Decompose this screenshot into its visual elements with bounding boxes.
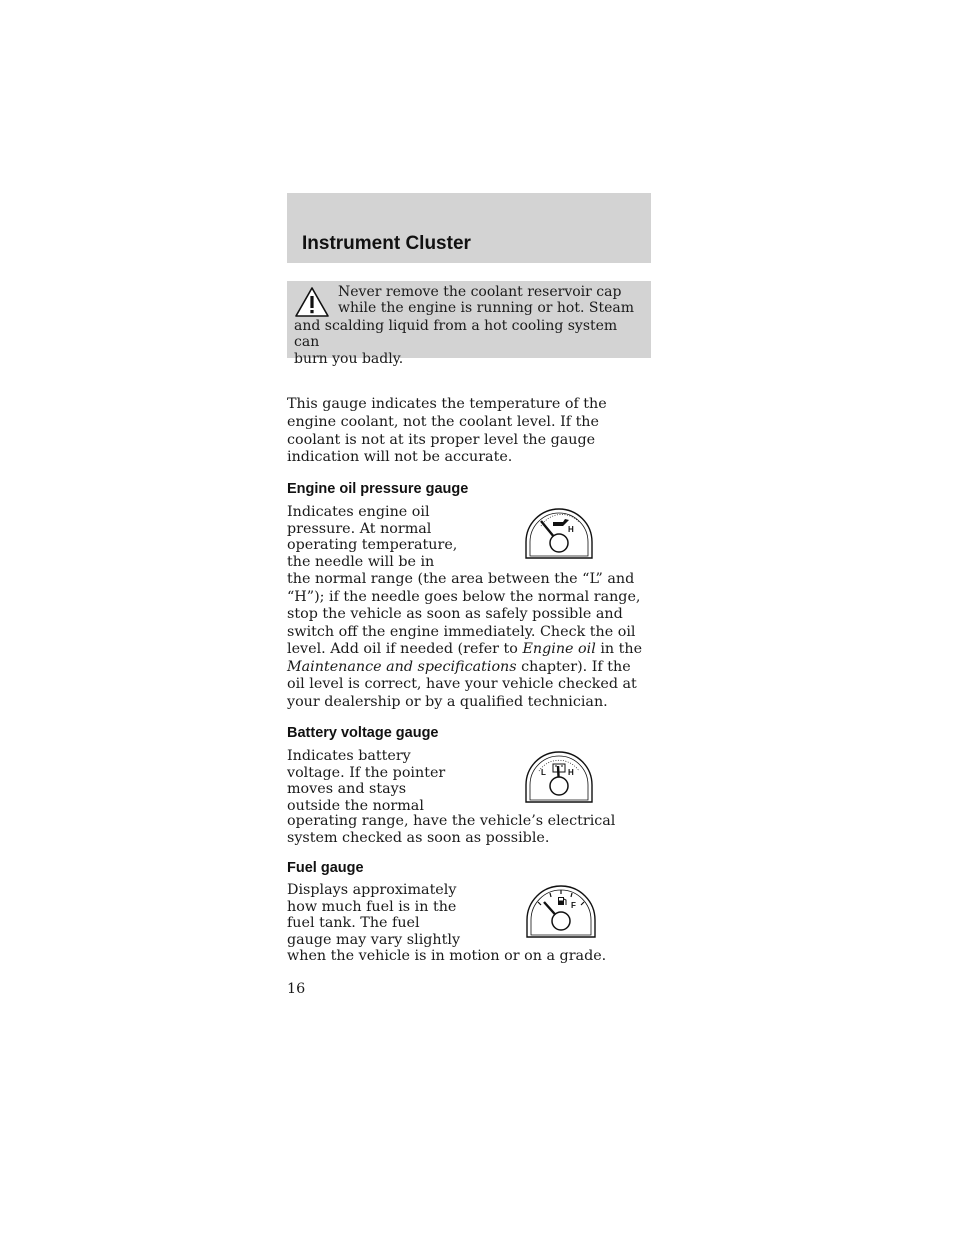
oil-ref-engine-oil: Engine oil (522, 641, 596, 657)
oil-text-b: in the (595, 641, 643, 657)
page-number: 16 (287, 981, 306, 997)
oil-wrap-line-3: operating temperature, (287, 537, 458, 553)
chapter-title: Instrument Cluster (302, 233, 471, 254)
oil-ref-maintenance: Maintenance and specifications (287, 658, 517, 675)
oil-gauge-heading: Engine oil pressure gauge (287, 481, 469, 497)
battery-wrap-text (287, 748, 462, 814)
battery-wrap-line-3: moves and stays (287, 781, 407, 797)
battery-gauge-high-label: H (568, 768, 574, 777)
oil-text-c: chapter). If the oil level is correct, have your vehicle checked at your dealership or by a qualified technician. (287, 658, 637, 710)
warning-line-1: Never remove the coolant reservoir cap (338, 284, 622, 300)
oil-wrap-line-1: Indicates engine oil (287, 504, 430, 520)
fuel-wrap-line-3: fuel tank. The fuel (287, 915, 420, 931)
fuel-wrap-line-2: how much fuel is in the (287, 898, 457, 915)
fuel-gauge-icon (524, 884, 598, 939)
fuel-wrap-line-4: gauge may vary slightly (287, 931, 461, 948)
battery-wrap-line-2: voltage. If the pointer (287, 764, 446, 781)
fuel-body-paragraph: when the vehicle is in motion or on a grade. (287, 948, 607, 964)
oil-wrap-text (287, 504, 462, 570)
fuel-gauge-full-label: F (571, 901, 576, 910)
oil-gauge-high-label: H (568, 525, 574, 534)
oil-body-paragraph (287, 571, 651, 711)
oil-text-a: the normal range (the area between the “L” and “H”); if the needle goes below the normal range, stop the vehicle as soon as safely possible and switch off the engine immediately. Check the oil level. Add oil if needed (refer to (287, 571, 641, 657)
oil-wrap-line-4: the needle will be in (287, 553, 435, 570)
warning-box (287, 281, 651, 367)
battery-voltage-gauge-icon (523, 749, 595, 804)
warning-line-4: burn you badly. (294, 350, 404, 367)
warning-triangle-icon (294, 286, 330, 318)
fuel-wrap-text (287, 882, 462, 948)
fuel-wrap-line-1: Displays approximately (287, 882, 457, 898)
battery-gauge-low-label: L (541, 768, 546, 777)
coolant-intro-paragraph: This gauge indicates the temperature of the engine coolant, not the coolant level. If the coolant is not at its proper level the gauge indication will not be accurate. (287, 396, 607, 466)
oil-pressure-gauge-icon (523, 506, 595, 560)
battery-wrap-line-4: outside the normal (287, 797, 424, 814)
oil-wrap-line-2: pressure. At normal (287, 520, 432, 537)
fuel-gauge-heading: Fuel gauge (287, 860, 364, 876)
chapter-header (287, 193, 651, 263)
battery-wrap-line-1: Indicates battery (287, 748, 411, 764)
warning-line-2: while the engine is running or hot. Steam (338, 300, 634, 317)
battery-body-paragraph: operating range, have the vehicle’s electrical system checked as soon as possible. (287, 813, 616, 846)
warning-line-3: and scalding liquid from a hot cooling system can (294, 318, 618, 351)
battery-gauge-heading: Battery voltage gauge (287, 725, 439, 741)
